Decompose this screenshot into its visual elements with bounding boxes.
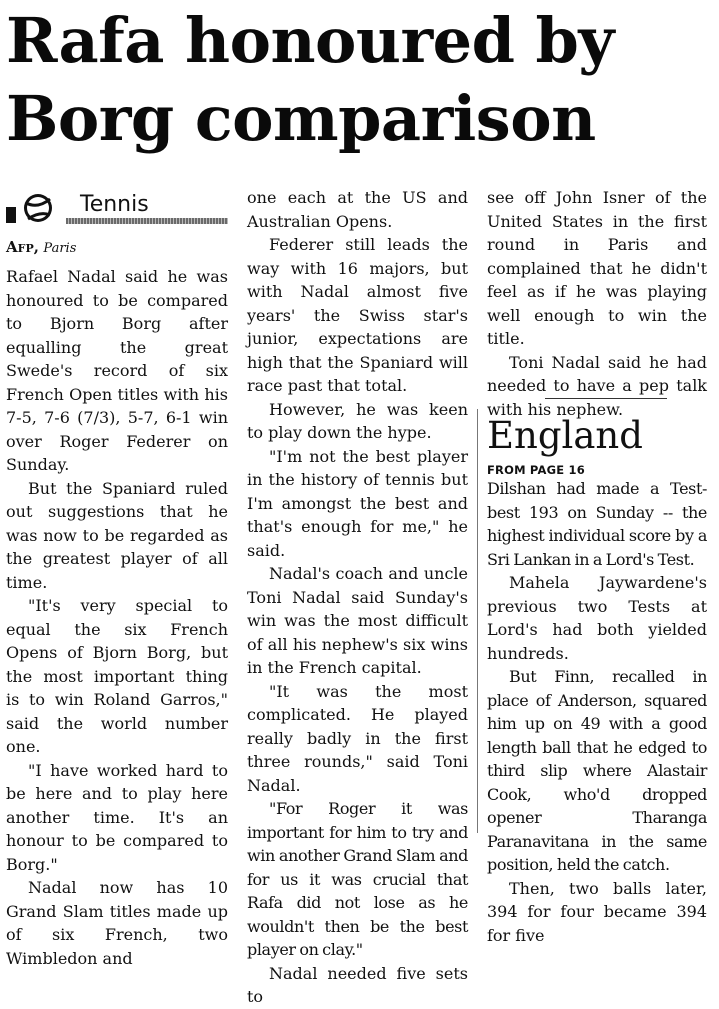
- section-label-text: Tennis: [80, 192, 149, 217]
- headline-line-1: Rafa honoured by: [6, 4, 614, 77]
- byline-agency: Afp,: [6, 238, 39, 256]
- paragraph: "It was the most complicated. He played really badly in the first three rounds," said Toni Nadal.: [247, 681, 468, 795]
- paragraph: Toni Nadal said he had needed to have a pep talk with his nephew.: [487, 352, 707, 419]
- paragraph: "I have worked hard to be here and to play here another time. It's an honour to be compared to Borg.": [6, 760, 228, 874]
- paragraph: see off John Isner of the United States in the first round in Paris and complained that he didn't feel as if he was playing well enough to win the title.: [487, 188, 707, 348]
- paragraph: But Finn, recalled in place of Anderson, squared him up on 49 with a good length ball that he edged to third slip where Alastair Cook, who'd dropped opener Tharanga Paranavitana in the same position, held the catch.: [487, 667, 707, 874]
- byline: [6, 237, 228, 259]
- from-page-label: FROM PAGE 16: [487, 463, 585, 477]
- paragraph: But the Spaniard ruled out suggestions that he was now to be regarded as the greatest player of all time.: [6, 478, 228, 592]
- paragraph: "For Roger it was important for him to try and win another Grand Slam and for us it was crucial that Rafa did not lose as he wouldn't then be the best player on clay.": [247, 799, 468, 959]
- paragraph: "I'm not the best player in the history of tennis but I'm amongst the best and that's enough for me," he said.: [247, 446, 468, 560]
- column-divider: [477, 409, 478, 833]
- paragraph: Nadal now has 10 Grand Slam titles made up of six French, two Wimbledon and: [6, 878, 228, 968]
- article-column-2: [247, 186, 468, 1009]
- headline: [6, 2, 718, 158]
- paragraph: Dilshan had made a Test-best 193 on Sunday -- the highest individual score by a Sri Lankan in a Lord's Test.: [487, 479, 707, 569]
- article-column-3: [487, 186, 707, 421]
- paragraph: Federer still leads the way with 16 majors, but with Nadal almost five years' the Swiss star's junior, expectations are high that the Spaniard will race past that total.: [247, 235, 468, 395]
- paragraph: Rafael Nadal said he was honoured to be compared to Bjorn Borg after equalling the great Swede's record of six French Open titles with his 7-5, 7-6 (7/3), 5-7, 6-1 win over Roger Federer on Sunday.: [6, 267, 228, 474]
- paragraph: Then, two balls later, 394 for four became 394 for five: [487, 878, 707, 945]
- paragraph: Nadal's coach and uncle Toni Nadal said Sunday's win was the most difficult of all his nephew's six wins in the French capital.: [247, 564, 468, 677]
- headline-line-2: Borg comparison: [6, 82, 596, 155]
- article-end-rule: [545, 398, 667, 399]
- paragraph: However, he was keen to play down the hype.: [247, 399, 468, 442]
- tennis-ball-icon: [6, 193, 60, 223]
- paragraph: "It's very special to equal the six French Opens of Bjorn Borg, but the most important thing is to win Roland Garros," said the world number one.: [6, 596, 228, 756]
- section-divider-bar: [66, 218, 228, 224]
- paragraph: Nadal needed five sets to: [247, 963, 468, 1006]
- section-label: [6, 187, 228, 229]
- paragraph: one each at the US and Australian Opens.: [247, 188, 468, 231]
- byline-place: Paris: [43, 241, 77, 256]
- paragraph: Mahela Jaywardene's previous two Tests at Lord's had both yielded hundreds.: [487, 573, 707, 663]
- article-column-1: [6, 184, 228, 970]
- england-headline: England: [487, 414, 643, 457]
- england-article: [487, 408, 707, 947]
